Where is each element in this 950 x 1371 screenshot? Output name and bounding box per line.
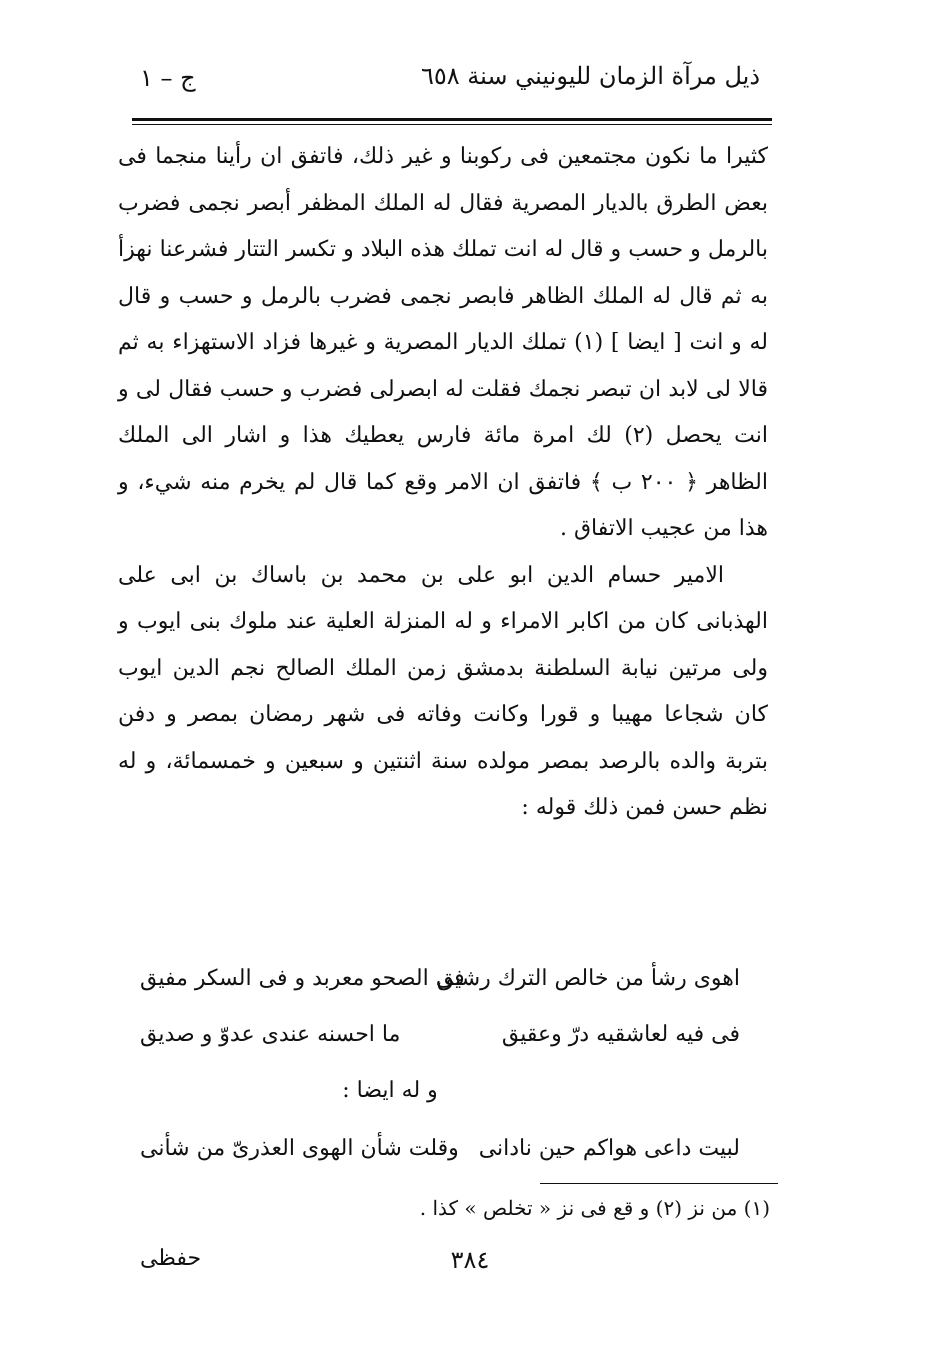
poem-1 bbox=[140, 966, 760, 1128]
hemistich: ما احسنه عندى عدوّ و صديق bbox=[140, 1022, 401, 1047]
page-number: ٣٨٤ bbox=[450, 1246, 490, 1274]
poem-1-verse-2 bbox=[140, 1022, 760, 1078]
header-rule-thick bbox=[132, 118, 772, 121]
hemistich: لبيت داعى هواكم حين نادانى bbox=[478, 1136, 740, 1161]
signature: حفظى bbox=[140, 1246, 202, 1271]
page-header bbox=[140, 62, 760, 108]
poem-1-verse-1 bbox=[140, 966, 760, 1022]
poem-2-intro: و له ايضا : bbox=[342, 1078, 438, 1103]
hemistich: فى الصحو معربد و فى السكر مفيق bbox=[140, 966, 465, 991]
hemistich: اهوى رشأ من خالص الترك رشيق bbox=[436, 966, 740, 991]
hemistich: فى فيه لعاشقيه درّ وعقيق bbox=[501, 1022, 740, 1047]
paragraph-2: الامير حسام الدين ابو على بن محمد بن باساك بن ابى على الهذبانى كان من اكابر الامراء و له المنزلة العلية عند ملوك بنى ايوب و ولى مرتين نيابة السلطنة بدمشق زمن الملك الصالح نجم الدين ايوب كان شجاعا مهيبا و قورا وكانت وفاته فى شهر رمضان بمصر و دفن بتربة والده بالرصد بمصر مولده سنة اثنتين و سبعين و خمسمائة، و له نظم حسن فمن ذلك قوله : bbox=[118, 562, 768, 820]
volume-number: ج – ١ bbox=[140, 64, 196, 92]
running-title: ذيل مرآة الزمان لليونيني سنة ٦٥٨ bbox=[421, 62, 760, 90]
main-text bbox=[118, 134, 768, 832]
header-rule-thin bbox=[132, 124, 772, 125]
hemistich: وقلت شأن الهوى العذرىّ من شأنى bbox=[140, 1136, 459, 1161]
footnote: (١) من نز (٢) و قع فى نز « تخلص » كذا . bbox=[419, 1196, 770, 1220]
footnote-rule bbox=[540, 1183, 778, 1184]
paragraph-1: كثيرا ما نكون مجتمعين فى ركوبنا و غير ذلك، فاتفق ان رأينا منجما فى بعض الطرق بالديار المصرية فقال له الملك المظفر أبصر نجمى فضرب بالرمل و حسب و قال له انت تملك هذه البلاد و تكسر التتار فشرعنا نهزأ به ثم قال له الملك الظاهر فابصر نجمى فضرب بالرمل و حسب و قال له و انت [ ايضا ] (١) تملك الديار المصرية و غيرها فزاد الاستهزاء به ثم قالا لى لابد ان تبصر نجمك فقلت له ابصرلى فضرب و حسب فقال لى و انت يحصل (٢) لك امرة مائة فارس يعطيك هذا و اشار الى الملك الظاهر ﴿ ٢٠٠ ب ﴾ فاتفق ان الامر وقع كما قال لم يخرم منه شيء، و هذا من عجيب الاتفاق . bbox=[118, 144, 768, 541]
